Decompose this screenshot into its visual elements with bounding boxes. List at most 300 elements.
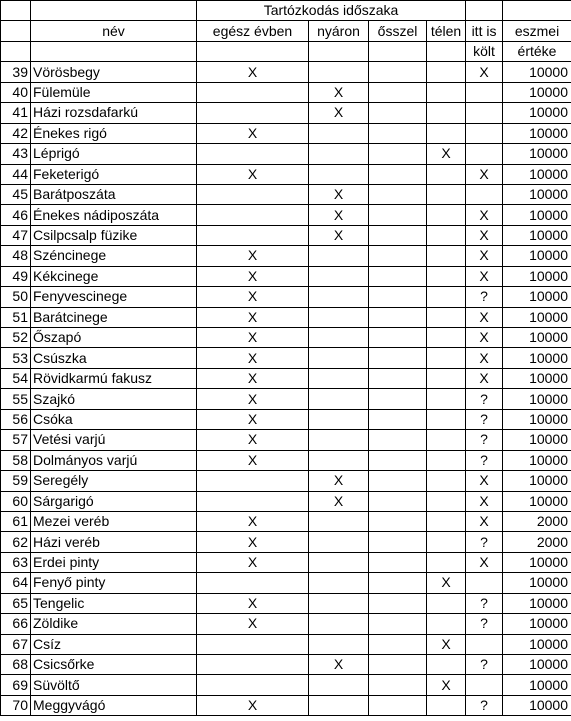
autumn-mark[interactable] [369,450,427,470]
summer-mark[interactable] [309,287,369,307]
autumn-mark[interactable] [369,614,427,634]
table-row [1,328,571,348]
nested-mark[interactable]: X [466,266,503,286]
all-year-mark[interactable] [197,82,309,102]
autumn-mark[interactable] [369,409,427,429]
table-row [1,655,571,675]
summer-mark[interactable] [309,532,369,552]
row-number[interactable]: 62 [1,532,31,552]
autumn-mark[interactable] [369,593,427,613]
winter-mark[interactable]: X [427,634,466,654]
all-year-mark[interactable] [197,675,309,695]
nested-mark[interactable]: ? [466,287,503,307]
all-year-mark[interactable] [197,573,309,593]
value-cell[interactable]: 10000 [503,409,571,429]
bird-name[interactable]: Énekes nádiposzáta [31,205,197,225]
winter-mark[interactable] [427,430,466,450]
bird-name[interactable]: Házi veréb [31,532,197,552]
winter-mark[interactable] [427,695,466,715]
row-number[interactable]: 42 [1,123,31,143]
autumn-mark[interactable] [369,225,427,245]
row-number[interactable]: 67 [1,634,31,654]
row-number[interactable]: 69 [1,675,31,695]
nested-mark[interactable]: ? [466,409,503,429]
winter-mark[interactable] [427,450,466,470]
all-year-mark[interactable] [197,634,309,654]
header-blank [427,41,466,61]
value-cell[interactable]: 10000 [503,307,571,327]
winter-mark[interactable] [427,123,466,143]
table-row [1,532,571,552]
winter-mark[interactable] [427,655,466,675]
nested-mark[interactable] [466,123,503,143]
header-blank [466,1,503,21]
all-year-mark[interactable] [197,491,309,511]
bird-name[interactable]: Házi rozsdafarkú [31,103,197,123]
value-cell[interactable]: 10000 [503,593,571,613]
summer-mark[interactable] [309,614,369,634]
summer-mark[interactable]: X [309,103,369,123]
table-row [1,430,571,450]
table-row [1,552,571,572]
all-year-mark[interactable]: X [197,409,309,429]
nested-mark[interactable]: X [466,471,503,491]
autumn-mark[interactable] [369,532,427,552]
winter-mark[interactable] [427,491,466,511]
summer-mark[interactable] [309,62,369,82]
nested-mark[interactable]: X [466,368,503,388]
all-year-mark[interactable]: X [197,307,309,327]
autumn-mark[interactable] [369,184,427,204]
summer-mark[interactable] [309,123,369,143]
row-number[interactable]: 53 [1,348,31,368]
all-year-mark[interactable]: X [197,511,309,531]
table-row [1,164,571,184]
winter-mark[interactable] [427,348,466,368]
winter-mark[interactable] [427,62,466,82]
all-year-mark[interactable] [197,471,309,491]
winter-mark[interactable] [427,368,466,388]
row-number[interactable]: 45 [1,184,31,204]
autumn-mark[interactable] [369,307,427,327]
table-row [1,205,571,225]
header-row-3 [1,41,571,61]
bird-name[interactable]: Fenyvescinege [31,287,197,307]
table-row [1,695,571,715]
nested-mark[interactable]: ? [466,532,503,552]
table-row [1,511,571,531]
autumn-mark[interactable] [369,246,427,266]
value-cell[interactable]: 10000 [503,430,571,450]
autumn-mark[interactable] [369,205,427,225]
autumn-mark[interactable] [369,552,427,572]
autumn-mark[interactable] [369,62,427,82]
nested-mark[interactable]: ? [466,655,503,675]
summer-mark[interactable] [309,328,369,348]
table-row [1,368,571,388]
value-cell[interactable]: 10000 [503,205,571,225]
value-cell[interactable]: 10000 [503,368,571,388]
row-number[interactable]: 41 [1,103,31,123]
table-row [1,573,571,593]
table-row [1,491,571,511]
row-number[interactable]: 54 [1,368,31,388]
value-cell[interactable]: 10000 [503,491,571,511]
autumn-mark[interactable] [369,144,427,164]
bird-name[interactable]: Feketerigó [31,164,197,184]
summer-mark[interactable] [309,430,369,450]
autumn-mark[interactable] [369,634,427,654]
summer-mark[interactable] [309,450,369,470]
all-year-mark[interactable] [197,184,309,204]
row-number[interactable]: 57 [1,430,31,450]
table-row [1,389,571,409]
table-row [1,348,571,368]
autumn-mark[interactable] [369,164,427,184]
row-number[interactable]: 70 [1,695,31,715]
row-number[interactable]: 52 [1,328,31,348]
row-number[interactable]: 61 [1,511,31,531]
header-nested-2: költ [466,41,503,61]
summer-mark[interactable] [309,368,369,388]
winter-mark[interactable]: X [427,573,466,593]
value-cell[interactable]: 10000 [503,287,571,307]
summer-mark[interactable] [309,307,369,327]
value-cell[interactable]: 10000 [503,573,571,593]
summer-mark[interactable] [309,552,369,572]
winter-mark[interactable] [427,552,466,572]
autumn-mark[interactable] [369,491,427,511]
winter-mark[interactable] [427,246,466,266]
winter-mark[interactable] [427,471,466,491]
summer-mark[interactable]: X [309,655,369,675]
summer-mark[interactable] [309,675,369,695]
all-year-mark[interactable]: X [197,430,309,450]
value-cell[interactable]: 10000 [503,266,571,286]
winter-mark[interactable] [427,205,466,225]
header-blank [309,41,369,61]
row-number[interactable]: 60 [1,491,31,511]
bird-name[interactable]: Rövidkarmú fakusz [31,368,197,388]
header-nested-1: itt is [466,21,503,41]
value-cell[interactable]: 10000 [503,123,571,143]
winter-mark[interactable] [427,225,466,245]
nested-mark[interactable]: X [466,62,503,82]
header-winter: télen [427,21,466,41]
all-year-mark[interactable]: X [197,328,309,348]
value-cell[interactable]: 10000 [503,82,571,102]
nested-mark[interactable]: ? [466,389,503,409]
row-number[interactable]: 43 [1,144,31,164]
summer-mark[interactable]: X [309,491,369,511]
bird-name[interactable]: Meggyvágó [31,695,197,715]
summer-mark[interactable] [309,634,369,654]
row-number[interactable]: 65 [1,593,31,613]
value-cell[interactable]: 10000 [503,655,571,675]
all-year-mark[interactable]: X [197,368,309,388]
summer-mark[interactable] [309,593,369,613]
summer-mark[interactable] [309,695,369,715]
nested-mark[interactable] [466,634,503,654]
autumn-mark[interactable] [369,82,427,102]
all-year-mark[interactable]: X [197,164,309,184]
all-year-mark[interactable]: X [197,246,309,266]
table-row [1,287,571,307]
nested-mark[interactable]: ? [466,430,503,450]
bird-name[interactable]: Sárgarigó [31,491,197,511]
row-number[interactable]: 68 [1,655,31,675]
bird-name[interactable]: Léprigó [31,144,197,164]
bird-name[interactable]: Széncinege [31,246,197,266]
autumn-mark[interactable] [369,368,427,388]
bird-name[interactable]: Zöldike [31,614,197,634]
nested-mark[interactable]: X [466,205,503,225]
bird-name[interactable]: Mezei veréb [31,511,197,531]
row-number[interactable]: 49 [1,266,31,286]
bird-name[interactable]: Fülemüle [31,82,197,102]
table-row [1,593,571,613]
value-cell[interactable]: 10000 [503,450,571,470]
value-cell[interactable]: 10000 [503,62,571,82]
nested-mark[interactable]: ? [466,614,503,634]
value-cell[interactable]: 10000 [503,184,571,204]
header-blank [503,1,571,21]
table-row [1,409,571,429]
table-row [1,675,571,695]
autumn-mark[interactable] [369,695,427,715]
nested-mark[interactable]: ? [466,695,503,715]
nested-mark[interactable]: X [466,328,503,348]
autumn-mark[interactable] [369,430,427,450]
value-cell[interactable]: 10000 [503,471,571,491]
header-blank [1,41,31,61]
value-cell[interactable]: 10000 [503,348,571,368]
row-number[interactable]: 64 [1,573,31,593]
all-year-mark[interactable]: X [197,348,309,368]
winter-mark[interactable] [427,532,466,552]
nested-mark[interactable]: ? [466,593,503,613]
autumn-mark[interactable] [369,511,427,531]
row-number[interactable]: 39 [1,62,31,82]
value-cell[interactable]: 10000 [503,389,571,409]
summer-mark[interactable]: X [309,205,369,225]
all-year-mark[interactable] [197,205,309,225]
table-row [1,614,571,634]
nested-mark[interactable]: X [466,552,503,572]
bird-name[interactable]: Csóka [31,409,197,429]
autumn-mark[interactable] [369,266,427,286]
value-cell[interactable]: 10000 [503,634,571,654]
row-number[interactable]: 58 [1,450,31,470]
autumn-mark[interactable] [369,389,427,409]
value-cell[interactable]: 10000 [503,675,571,695]
header-blank [31,41,197,61]
autumn-mark[interactable] [369,471,427,491]
winter-mark[interactable] [427,307,466,327]
header-row-2 [1,21,571,41]
row-number[interactable]: 47 [1,225,31,245]
header-blank [197,41,309,61]
all-year-mark[interactable] [197,144,309,164]
bird-name[interactable]: Csilpcsalp füzike [31,225,197,245]
bird-name[interactable]: Dolmányos varjú [31,450,197,470]
nested-mark[interactable]: X [466,164,503,184]
table-row [1,82,571,102]
nested-mark[interactable]: X [466,491,503,511]
nested-mark[interactable] [466,144,503,164]
winter-mark[interactable] [427,389,466,409]
winter-mark[interactable] [427,164,466,184]
bird-name[interactable]: Énekes rigó [31,123,197,143]
bird-name[interactable]: Szajkó [31,389,197,409]
row-number[interactable]: 55 [1,389,31,409]
summer-mark[interactable]: X [309,471,369,491]
value-cell[interactable]: 10000 [503,103,571,123]
header-name: név [31,21,197,41]
header-blank [1,1,31,21]
header-all-year: egész évben [197,21,309,41]
bird-name[interactable]: Csíz [31,634,197,654]
winter-mark[interactable] [427,266,466,286]
row-number[interactable]: 44 [1,164,31,184]
autumn-mark[interactable] [369,328,427,348]
bird-name[interactable]: Kékcinege [31,266,197,286]
row-number[interactable]: 63 [1,552,31,572]
autumn-mark[interactable] [369,103,427,123]
summer-mark[interactable] [309,246,369,266]
row-number[interactable]: 56 [1,409,31,429]
bird-name[interactable]: Barátposzáta [31,184,197,204]
header-autumn: ősszel [369,21,427,41]
bird-name[interactable]: Süvöltő [31,675,197,695]
winter-mark[interactable] [427,409,466,429]
bird-name[interactable]: Csicsőrke [31,655,197,675]
nested-mark[interactable]: X [466,348,503,368]
row-number[interactable]: 40 [1,82,31,102]
row-number[interactable]: 48 [1,246,31,266]
summer-mark[interactable] [309,511,369,531]
value-cell[interactable]: 10000 [503,328,571,348]
header-blank [1,21,31,41]
all-year-mark[interactable] [197,103,309,123]
nested-mark[interactable] [466,103,503,123]
autumn-mark[interactable] [369,287,427,307]
bird-name[interactable]: Erdei pinty [31,552,197,572]
table-row [1,246,571,266]
all-year-mark[interactable]: X [197,123,309,143]
bird-name[interactable]: Csúszka [31,348,197,368]
row-number[interactable]: 66 [1,614,31,634]
winter-mark[interactable]: X [427,144,466,164]
autumn-mark[interactable] [369,348,427,368]
all-year-mark[interactable]: X [197,62,309,82]
bird-name[interactable]: Vörösbegy [31,62,197,82]
autumn-mark[interactable] [369,655,427,675]
all-year-mark[interactable]: X [197,695,309,715]
row-number[interactable]: 51 [1,307,31,327]
summer-mark[interactable] [309,164,369,184]
all-year-mark[interactable] [197,225,309,245]
summer-mark[interactable] [309,266,369,286]
winter-mark[interactable] [427,103,466,123]
value-cell[interactable]: 2000 [503,511,571,531]
all-year-mark[interactable]: X [197,552,309,572]
nested-mark[interactable]: X [466,511,503,531]
value-cell[interactable]: 10000 [503,614,571,634]
autumn-mark[interactable] [369,123,427,143]
value-cell[interactable]: 10000 [503,552,571,572]
summer-mark[interactable] [309,389,369,409]
summer-mark[interactable]: X [309,82,369,102]
bird-name[interactable]: Barátcinege [31,307,197,327]
bird-name[interactable]: Fenyő pinty [31,573,197,593]
autumn-mark[interactable] [369,573,427,593]
winter-mark[interactable] [427,287,466,307]
all-year-mark[interactable]: X [197,593,309,613]
summer-mark[interactable] [309,144,369,164]
winter-mark[interactable] [427,328,466,348]
value-cell[interactable]: 2000 [503,532,571,552]
header-group-title: Tartózkodás időszaka [197,1,466,21]
winter-mark[interactable] [427,614,466,634]
winter-mark[interactable] [427,184,466,204]
header-value-1: eszmei [503,21,571,41]
winter-mark[interactable] [427,511,466,531]
row-number[interactable]: 59 [1,471,31,491]
value-cell[interactable]: 10000 [503,225,571,245]
value-cell[interactable]: 10000 [503,164,571,184]
value-cell[interactable]: 10000 [503,144,571,164]
all-year-mark[interactable]: X [197,614,309,634]
summer-mark[interactable]: X [309,225,369,245]
winter-mark[interactable] [427,82,466,102]
all-year-mark[interactable]: X [197,287,309,307]
all-year-mark[interactable]: X [197,389,309,409]
winter-mark[interactable] [427,593,466,613]
nested-mark[interactable]: X [466,225,503,245]
bird-name[interactable]: Őszapó [31,328,197,348]
bird-name[interactable]: Tengelic [31,593,197,613]
summer-mark[interactable] [309,573,369,593]
all-year-mark[interactable]: X [197,450,309,470]
table-row [1,450,571,470]
nested-mark[interactable]: X [466,246,503,266]
all-year-mark[interactable]: X [197,532,309,552]
row-number[interactable]: 50 [1,287,31,307]
nested-mark[interactable] [466,184,503,204]
summer-mark[interactable] [309,348,369,368]
autumn-mark[interactable] [369,675,427,695]
winter-mark[interactable]: X [427,675,466,695]
nested-mark[interactable] [466,573,503,593]
table-row [1,634,571,654]
nested-mark[interactable] [466,82,503,102]
nested-mark[interactable] [466,675,503,695]
all-year-mark[interactable] [197,655,309,675]
summer-mark[interactable] [309,409,369,429]
table-row [1,184,571,204]
value-cell[interactable]: 10000 [503,695,571,715]
bird-name[interactable]: Vetési varjú [31,430,197,450]
row-number[interactable]: 46 [1,205,31,225]
value-cell[interactable]: 10000 [503,246,571,266]
all-year-mark[interactable]: X [197,266,309,286]
nested-mark[interactable]: X [466,307,503,327]
summer-mark[interactable]: X [309,184,369,204]
bird-name[interactable]: Seregély [31,471,197,491]
table-row [1,123,571,143]
nested-mark[interactable]: ? [466,450,503,470]
